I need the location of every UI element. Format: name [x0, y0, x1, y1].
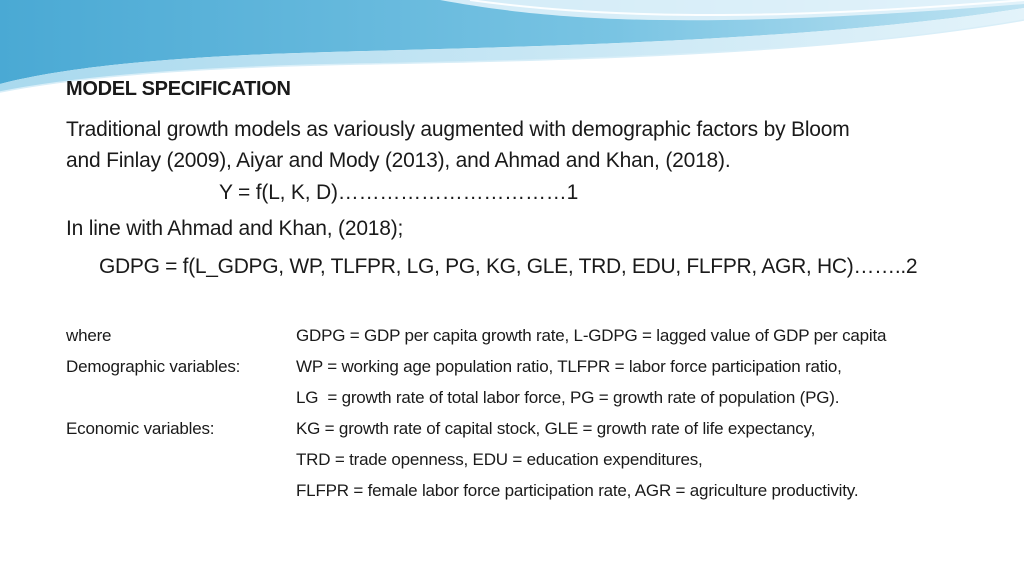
definition-text: GDPG = GDP per capita growth rate, L-GDPG = lagged value of GDP per capita: [296, 326, 887, 345]
definition-row: [66, 320, 886, 351]
definition-row: [66, 444, 886, 475]
definition-row: [66, 382, 886, 413]
definition-text: KG = growth rate of capital stock, GLE = growth rate of life expectancy,: [296, 419, 816, 438]
definition-text: WP = working age population ratio, TLFPR = labor force participation ratio,: [296, 357, 842, 376]
intro-line-2: and Finlay (2009), Aiyar and Mody (2013), and Ahmad and Khan, (2018).: [66, 149, 731, 172]
intro-paragraph: [66, 114, 986, 176]
definition-text: LG = growth rate of total labor force, PG = growth rate of population (PG).: [296, 388, 840, 407]
inline-text: In line with Ahmad and Khan, (2018);: [66, 217, 404, 240]
definition-text: TRD = trade openness, EDU = education expenditures,: [296, 450, 703, 469]
definition-label: [66, 475, 296, 506]
definition-label: where: [66, 326, 112, 345]
definition-row: [66, 475, 886, 506]
definition-text: FLFPR = female labor force participation rate, AGR = agriculture productivity.: [296, 481, 859, 500]
definition-label: [66, 382, 296, 413]
slide-heading: MODEL SPECIFICATION: [66, 78, 291, 100]
variable-definitions: [66, 320, 886, 506]
definition-label: Demographic variables:: [66, 357, 241, 376]
equation-2: GDPG = f(L_GDPG, WP, TLFPR, LG, PG, KG, GLE, TRD, EDU, FLFPR, AGR, HC)……..2: [99, 255, 918, 278]
equation-1: Y = f(L, K, D)……………………………1: [219, 181, 579, 204]
definition-label: Economic variables:: [66, 419, 215, 438]
definition-row: [66, 351, 886, 382]
definition-label: [66, 444, 296, 475]
definition-row: [66, 413, 886, 444]
intro-line-1: Traditional growth models as variously augmented with demographic factors by Bloom: [66, 118, 850, 141]
